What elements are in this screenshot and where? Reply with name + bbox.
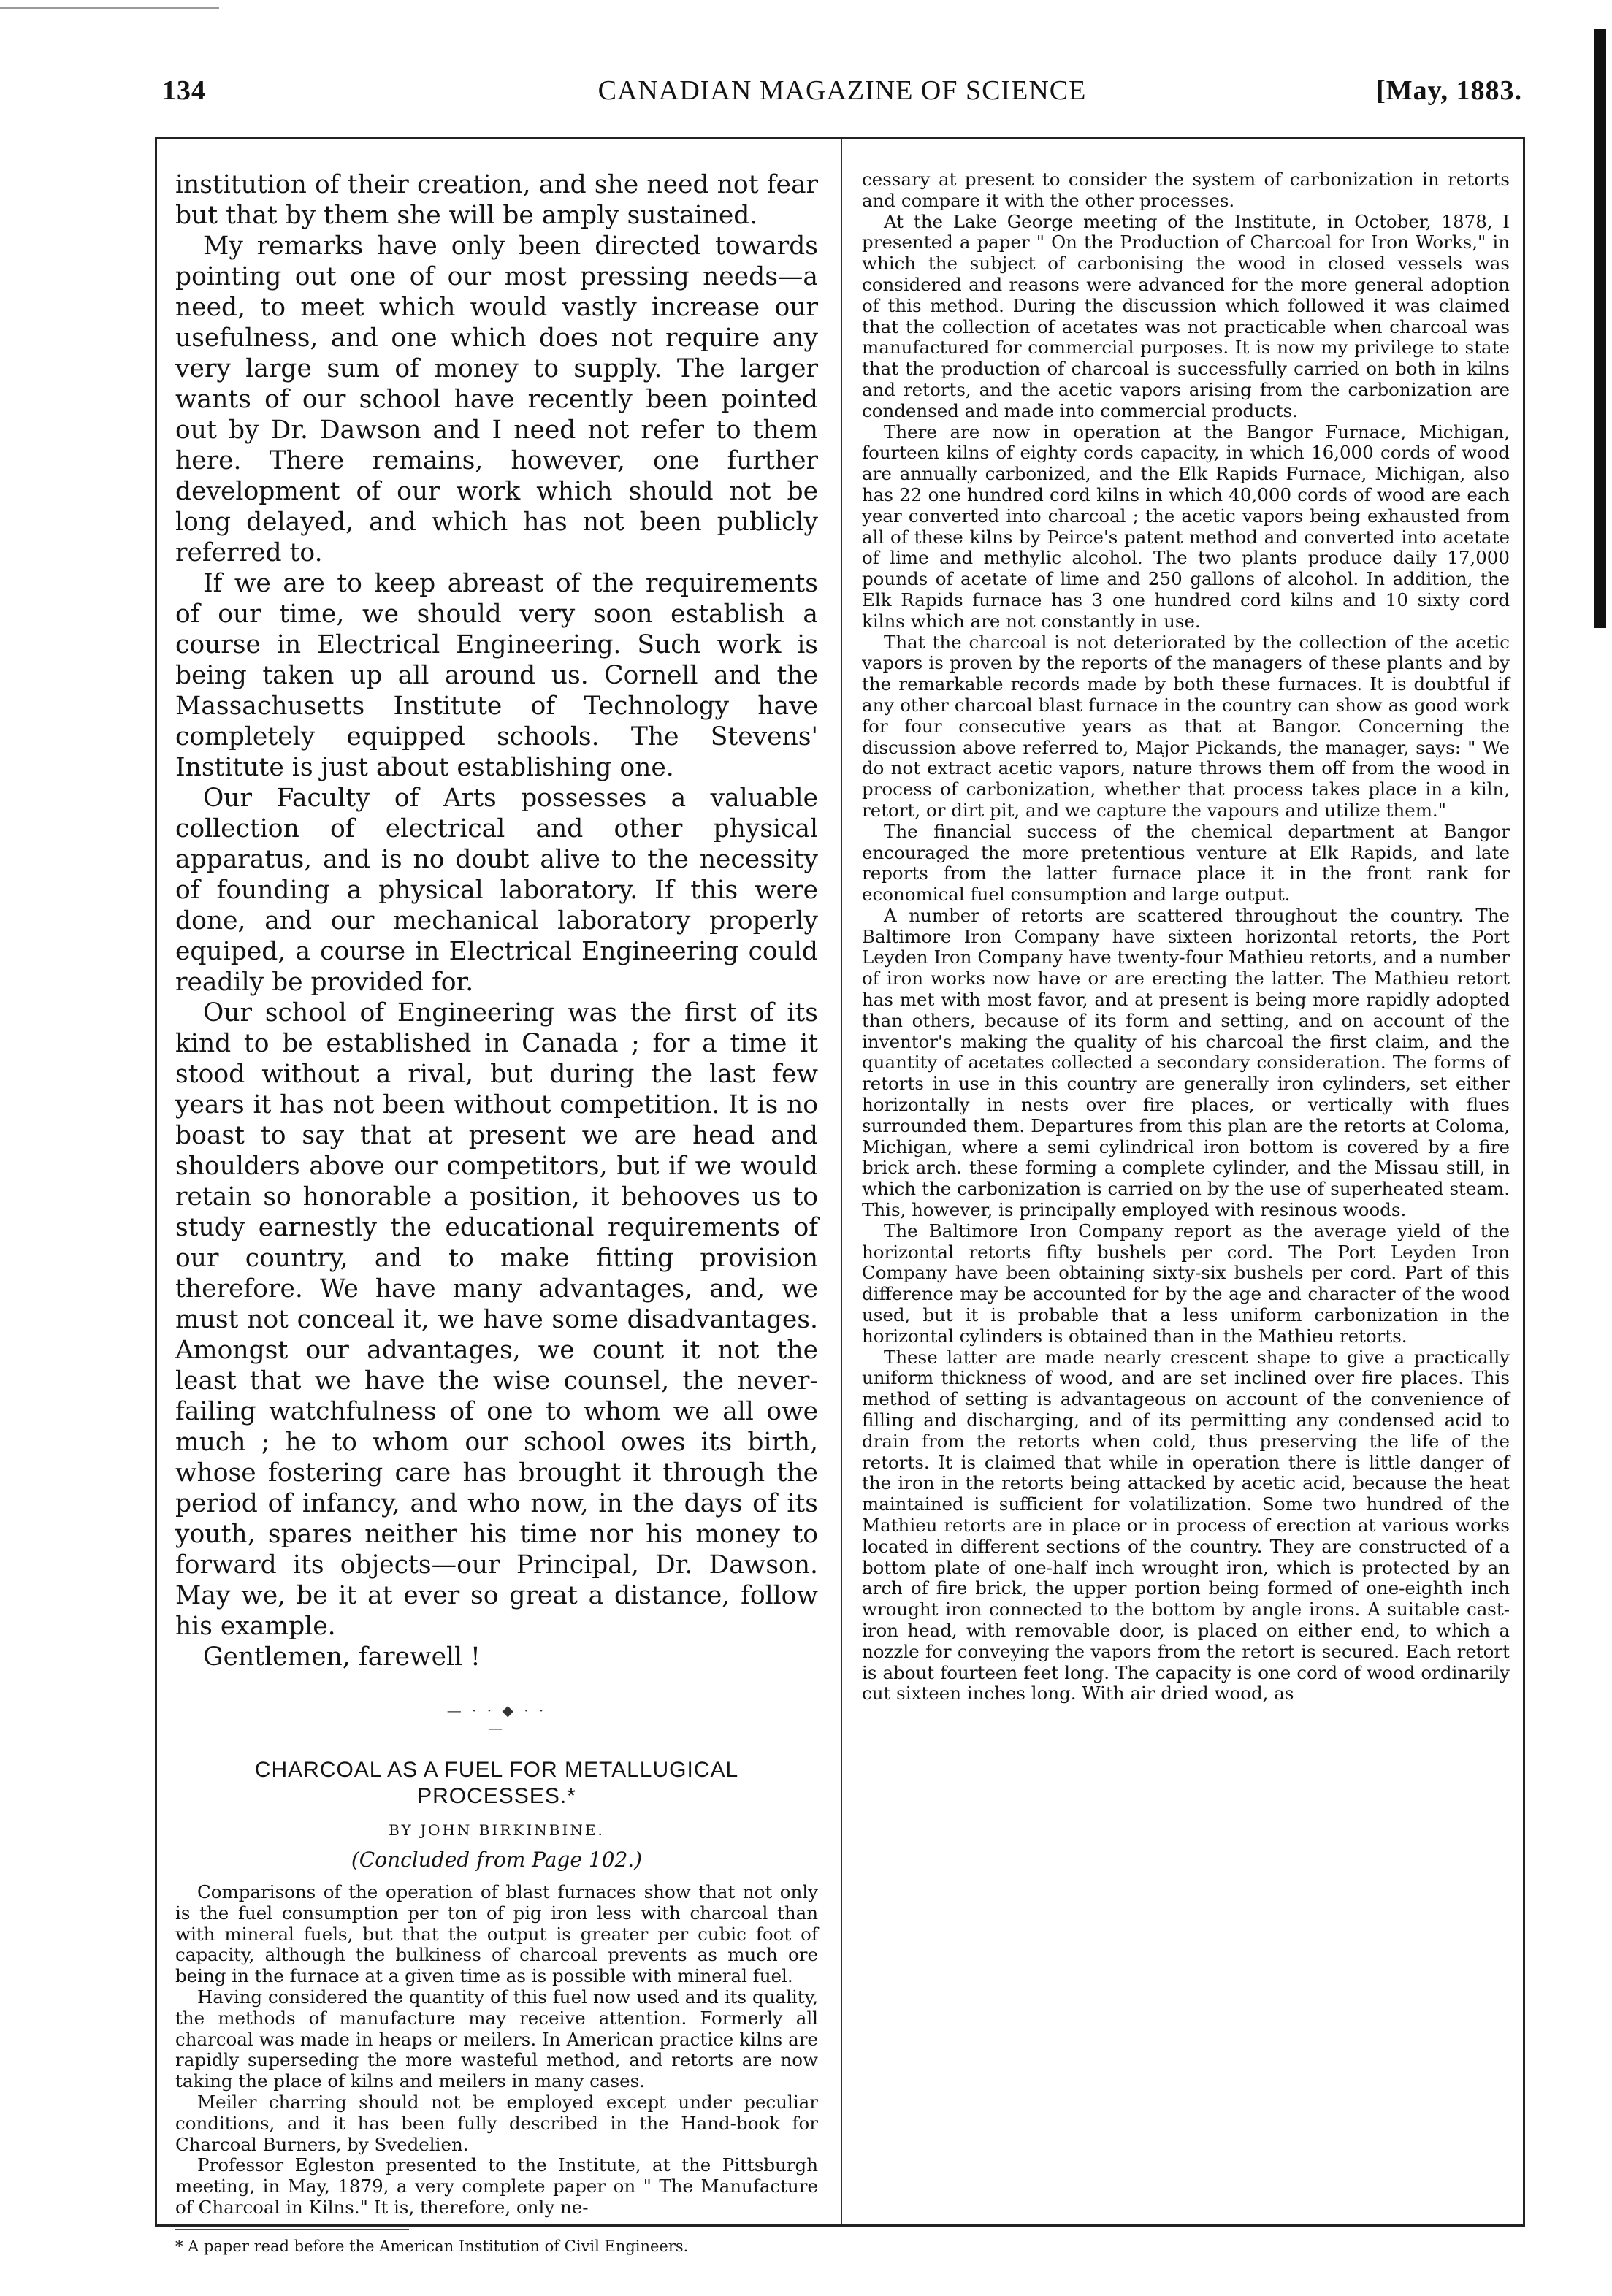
top-rule — [0, 7, 219, 9]
article-title: CHARCOAL AS A FUEL FOR METALLUGICAL PROCESSES.* — [254, 1758, 739, 1808]
column-divider — [841, 139, 842, 2224]
paragraph: Professor Egleston presented to the Institute, at the Pittsburgh meeting, in May, 1879, a very complete paper on " The Manufacture of Charcoal in Kilns." It is, therefore, only ne- — [175, 2154, 818, 2218]
paragraph: Comparisons of the operation of blast furnaces show that not only is the fuel consumption per ton of pig iron less with charcoal than with mineral fuels, but that the output is greater per cubic foot of capacity, although the bulkiness of charcoal prevents as much ore being in the furnace at a given time as is possible with mineral fuel. — [175, 1881, 818, 1987]
paragraph: These latter are made nearly crescent shape to give a practically uniform thickness of wood, and are set inclined over fire places. This method of setting is advantageous on account of the convenience of filling and discharging, and of its permitting any condensed acid to drain from the retorts when cold, thus preserving the life of the retorts. It is claimed that while in operation there is little danger of the iron in the retorts being attacked by acetic acid, because the heat maintained is sufficient for volatilization. Some two hundred of the Mathieu retorts are in place or in process of erection at various works located in different sections of the country. They are constructed of a bottom plate of one-half inch wrought iron, which is protected by an arch of fire brick, the upper portion being formed of one-eighth inch wrought iron connected to the bottom by angle irons. A suitable cast-iron head, with removable door, is placed on either end, to which a nozzle for conveying the vapors from the retort is secured. Each retort is about fourteen feet long. The capacity is one cord of wood ordinarily cut sixteen inches long. With air dried wood, as — [862, 1346, 1510, 1704]
page-frame-bottom — [155, 2224, 1525, 2227]
paragraph: A number of retorts are scattered throughout the country. The Baltimore Iron Company have sixteen horizontal retorts, the Port Leyden Iron Company have twenty-four Mathieu retorts, and a number of iron works now have or are erecting the latter. The Mathieu retort has met with most favor, and at present is being more rapidly adopted than others, because of its form and setting, and on account of the inventor's making the quality of his charcoal the first claim, and the quantity of acetates collected a secondary consideration. The forms of retorts in use in this country are generally iron cylinders, set either horizontally in nests over fire places, or vertically with flues surrounded them. Departures from this plan are the retorts at Coloma, Michigan, where a semi cylindrical iron bottom is covered by a fire brick arch. these forming a complete cylinder, and the Missau still, in which the carbonization is carried on by the use of superheated steam. This, however, is principally employed with resinous woods. — [862, 904, 1510, 1221]
paragraph: Gentlemen, farewell ! — [203, 1642, 481, 1672]
paragraph: That the charcoal is not deteriorated by the collection of the acetic vapors is proven by the reports of the managers of these plants and by the remarkable records made by both these furnaces. It is doubtful if any other charcoal blast furnace in the country can show as good work for four consecutive years as that at Bangor. Concerning the discussion above referred to, Major Pickands, the manager, says: " We do not extract acetic vapors, nature throws them off from the wood in process of carbonization, whether that process takes place in a kiln, retort, or dirt pit, and we capture the vapours and utilize them." — [862, 631, 1510, 821]
paragraph: Our Faculty of Arts possesses a valuable collection of electrical and other physical apparatus, and is no doubt alive to the necessity of founding a physical laboratory. If this were done, and our mechanical laboratory properly equiped, a course in Electrical Engineering could readily be provided for. — [175, 784, 818, 997]
paragraph: My remarks have only been directed towards pointing out one of our most pressing needs—a need, to meet which would vastly increase our usefulness, and one which does not require any very large sum of money to supply. The larger wants of our school have recently been pointed out by Dr. Dawson and I need not refer to them here. There remains, however, one further development of our work which should not be long delayed, and which has not been publicly referred to. — [175, 231, 818, 567]
footnote — [175, 2229, 689, 2255]
issue-date: [May, 1883. — [1376, 75, 1522, 106]
paragraph: The Baltimore Iron Company report as the average yield of the horizontal retorts fifty bushels per cord. The Port Leyden Iron Company have been obtaining sixty-six bushels per cord. Part of this difference may be accounted for by the age and character of the wood used, but it is probable that a less uniform carbonization in the horizontal cylinders is obtained than in the Mathieu retorts. — [862, 1220, 1510, 1347]
paragraph: Having considered the quantity of this fuel now used and its quality, the methods of manufacture may receive attention. Formerly all charcoal was made in heaps or meilers. In American practice kilns are rapidly superseding the more wasteful method, and retorts are now taking the place of kilns and meilers in many cases. — [175, 1986, 818, 2092]
section-ornament: — · · ◆ · · — — [446, 1702, 547, 1737]
left-column — [175, 169, 818, 2255]
paragraph: Our school of Engineering was the first of its kind to be established in Canada ; for a time it stood without a rival, but during the last few years it has not been without competition. It is no boast to say that at present we are head and shoulders above our competitors, but if we would retain so honorable a position, it behooves us to study earnestly the educational requirements of our country, and to make fitting provision therefore. We have many advantages, and, we must not conceal it, we have some disadvantages. Amongst our advantages, we count it not the least that we have the wise counsel, the never-failing watchfulness of one to whom we all owe much ; he to whom our school owes its birth, whose fostering care has brought it through the period of infancy, and who now, in the days of its youth, spares neither his time nor his money to forward its objects—our Principal, Dr. Dawson. May we, be it at ever so great a distance, follow his example. — [175, 998, 818, 1641]
paragraph: institution of their creation, and she need not fear but that by them she will be amply sustained. — [175, 170, 818, 230]
article-text — [175, 1882, 818, 2219]
paragraph: At the Lake George meeting of the Institute, in October, 1878, I presented a paper " On the Production of Charcoal for Iron Works," in which the subject of carbonising the wood in closed vessels was considered and reasons were advanced for the more general adoption of this method. During the discussion which followed it was claimed that the collection of acetates was not practicable when charcoal was manufactured for commercial purposes. It is now my privilege to state that the production of charcoal is successfully carried on both in kilns and retorts, and the acetic vapors arising from the carbonization are condensed and made into commercial products. — [862, 210, 1510, 421]
footnote-text: * A paper read before the American Institution of Civil Engineers. — [175, 2237, 689, 2255]
scan-edge-mark — [1594, 29, 1606, 628]
right-column — [862, 169, 1510, 2214]
article-byline: BY JOHN BIRKINBINE. — [389, 1821, 605, 1839]
paragraph: The financial success of the chemical department at Bangor encouraged the more pretentious venture at Elk Rapids, and late reports from the latter furnace place it in the front rank for economical fuel consumption and large output. — [862, 820, 1510, 906]
continued-note: (Concluded from Page 102.) — [351, 1848, 643, 1872]
paragraph: cessary at present to consider the system of carbonization in retorts and compare it with the other processes. — [862, 169, 1510, 211]
paragraph: Meiler charring should not be employed except under peculiar conditions, and it has been fully described in the Hand-book for Charcoal Burners, by Svedelien. — [175, 2091, 818, 2155]
magazine-title: CANADIAN MAGAZINE OF SCIENCE — [597, 75, 1087, 106]
paragraph: If we are to keep abreast of the requirements of our time, we should very soon establish a course in Electrical Engineering. Such work is being taken up all around us. Cornell and the Massachusetts Institute of Technology have completely equipped schools. The Stevens' Institute is just about establishing one. — [175, 569, 818, 782]
page-number: 134 — [162, 75, 206, 106]
address-text — [175, 169, 818, 1672]
page-header — [162, 74, 1522, 118]
paragraph: There are now in operation at the Bangor Furnace, Michigan, fourteen kilns of eighty cords capacity, in which 16,000 cords of wood are annually carbonized, and the Elk Rapids Furnace, Michigan, also has 22 one hundred cord kilns in which 40,000 cords of wood are each year converted into charcoal ; the acetic vapors being exhausted from all of these kilns by Peirce's patent method and converted into acetate of lime and methylic alcohol. The two plants produce daily 17,000 pounds of acetate of lime and 250 gallons of alcohol. In addition, the Elk Rapids furnace has 3 one hundred cord kilns and 10 sixty cord kilns which are not constantly in use. — [862, 421, 1510, 632]
